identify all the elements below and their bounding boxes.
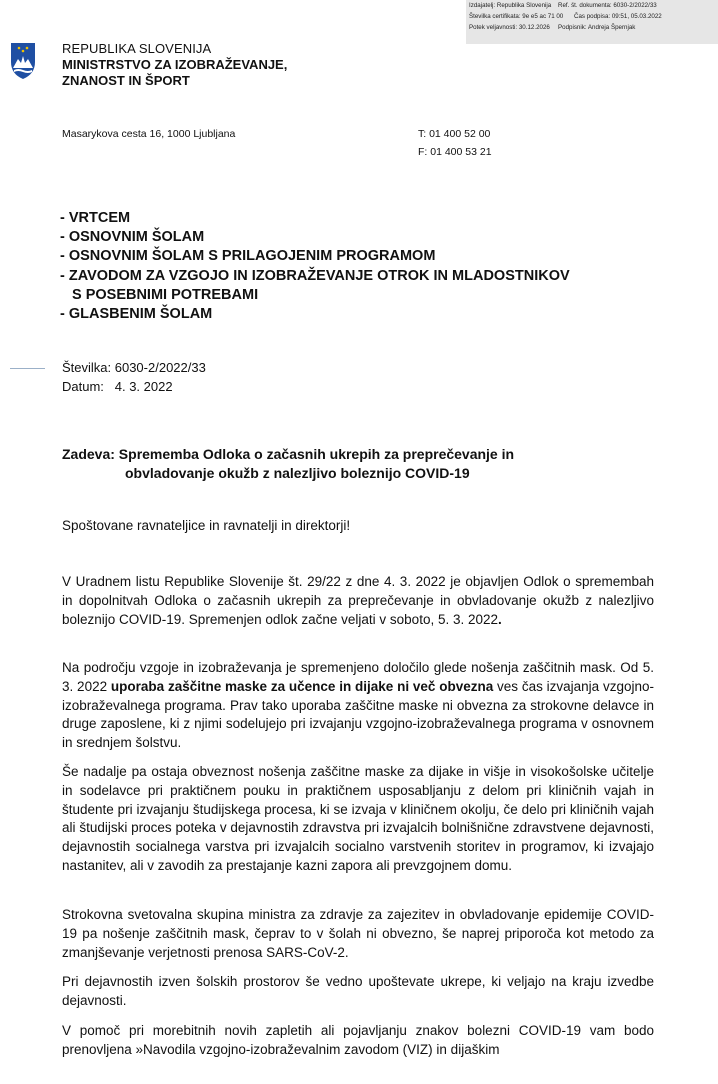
republic-name: REPUBLIKA SLOVENIJA — [62, 41, 212, 56]
ministry-header — [62, 41, 287, 89]
greeting: Spoštovane ravnateljice in ravnatelji in direktorji! — [62, 518, 351, 533]
subject-line1: Zadeva: Sprememba Odloka o začasnih ukrepih za preprečevanje in — [62, 446, 515, 462]
paragraph-5: Pri dejavnostih izven šolskih prostorov še vedno upoštevate ukrepe, ki veljajo na kraju izvedbe dejavnosti. — [62, 974, 654, 1008]
slovenia-crest-icon — [10, 42, 36, 80]
recipient-item: S POSEBNIMI POTREBAMI — [72, 286, 259, 303]
paragraph-2-emphasis: uporaba zaščitne maske za učence in dijake ni več obvezna — [110, 678, 494, 694]
signature-cert: Številka certifikata: 9e e5 ac 71 00 — [469, 13, 564, 20]
signature-box — [466, 0, 718, 44]
signature-ref: Ref. št. dokumenta: 6030-2/2022/33 — [558, 2, 657, 9]
fax: F: 01 400 53 21 — [418, 146, 492, 158]
signature-valid: Potek veljavnosti: 30.12.2026 — [469, 24, 550, 31]
paragraph-2 — [62, 659, 654, 753]
subject — [62, 445, 662, 483]
paragraph-3: Še nadalje pa ostaja obveznost nošenja zaščitne maske za dijake in višje in visokošolske učitelje in sodelavce pri praktičnem pouku in praktičnem usposabljanju z delom pri kliničnih vajah in študente pri izvajanju študijskega procesa, ki se izvaja v kliničnem okolju, če delo pri kliničnih vajah ali študijski proces poteka v dejavnostih zdravstva pri izvajalcih bolnišnične zdravstvene dejavnosti, dejavnostih socialnega varstva pri izvajalcih socialno varstvenih storitev in programov, ki izvajajo nastanitev, ali v zavodih za prestajanje kazni zapora ali prevzgojnem domu. — [62, 764, 654, 873]
paragraph-1 — [62, 573, 654, 629]
document-meta — [62, 358, 206, 396]
margin-rule — [10, 368, 45, 369]
ministry-name-line1: MINISTRSTVO ZA IZOBRAŽEVANJE, — [62, 57, 288, 72]
paragraph-6: V pomoč pri morebitnih novih zapletih ali pojavljanju znakov bolezni COVID-19 vam bodo prenovljena »Navodila vzgojno-izobraževalnim zavodom (VIZ) in dijaškim — [62, 1023, 654, 1057]
recipient-item: - ZAVODOM ZA VZGOJO IN IZOBRAŽEVANJE OTROK IN MLADOSTNIKOV — [60, 267, 570, 284]
document-number: Številka: 6030-2/2022/33 — [62, 360, 206, 375]
phone: T: 01 400 52 00 — [418, 128, 491, 140]
paragraph-2-part-c: ves čas izvajanja vzgojno-izobraževalnega programa. Prav tako uporaba zaščitne maske ni obvezna za strokovne delavce in druge zaposlene, ki z njimi sodelujejo pri izvajanju vzgojno-izobraževalnega programa v osnovnem in srednjem šolstvu. — [62, 678, 654, 751]
paragraph-1-end: . — [498, 611, 502, 627]
ministry-name-line2: ZNANOST IN ŠPORT — [62, 73, 190, 88]
recipient-item: - VRTCEM — [60, 210, 131, 226]
recipient-item: - OSNOVNIM ŠOLAM — [60, 229, 205, 246]
paragraph-1-text: V Uradnem listu Republike Slovenije št. 29/22 z dne 4. 3. 2022 je objavljen Odlok o spremembah in dopolnitvah Odloka o začasnih ukrepih za preprečevanje in obvladovanje okužb z nalezljivo boleznijo COVID-19. Spremenjen odlok začne veljati v soboto, 5. 3. 2022 — [62, 574, 654, 627]
signature-time: Čas podpisa: 09:51, 05.03.2022 — [574, 13, 662, 20]
address: Masarykova cesta 16, 1000 Ljubljana — [62, 128, 236, 140]
signature-issuer: Izdajatelj: Republika Slovenija — [469, 2, 552, 9]
paragraph-2-part-a: Na področju vzgoje in izobraževanja je spremenjeno določilo glede nošenja zaščitnih mask. Od 5. 3. 2022 — [62, 660, 654, 694]
subject-line2: obvladovanje okužb z nalezljivo boleznijo COVID-19 — [125, 465, 470, 481]
document-date: Datum: 4. 3. 2022 — [62, 379, 173, 394]
paragraph-4: Strokovna svetovalna skupina ministra za zdravje za zajezitev in obvladovanje epidemije COVID-19 pa nošenje zaščitnih mask, čeprav to v šolah ni obvezno, še naprej priporoča kot metodo za zmanjševanje verjetnosti prenosa SARS-CoV-2. — [62, 907, 654, 960]
signature-signer: Podpisnik: Andreja Špernjak — [558, 24, 636, 31]
recipient-item: - OSNOVNIM ŠOLAM S PRILAGOJENIM PROGRAMOM — [60, 248, 436, 265]
recipient-item: - GLASBENIM ŠOLAM — [60, 306, 213, 323]
recipient-list — [60, 209, 570, 324]
